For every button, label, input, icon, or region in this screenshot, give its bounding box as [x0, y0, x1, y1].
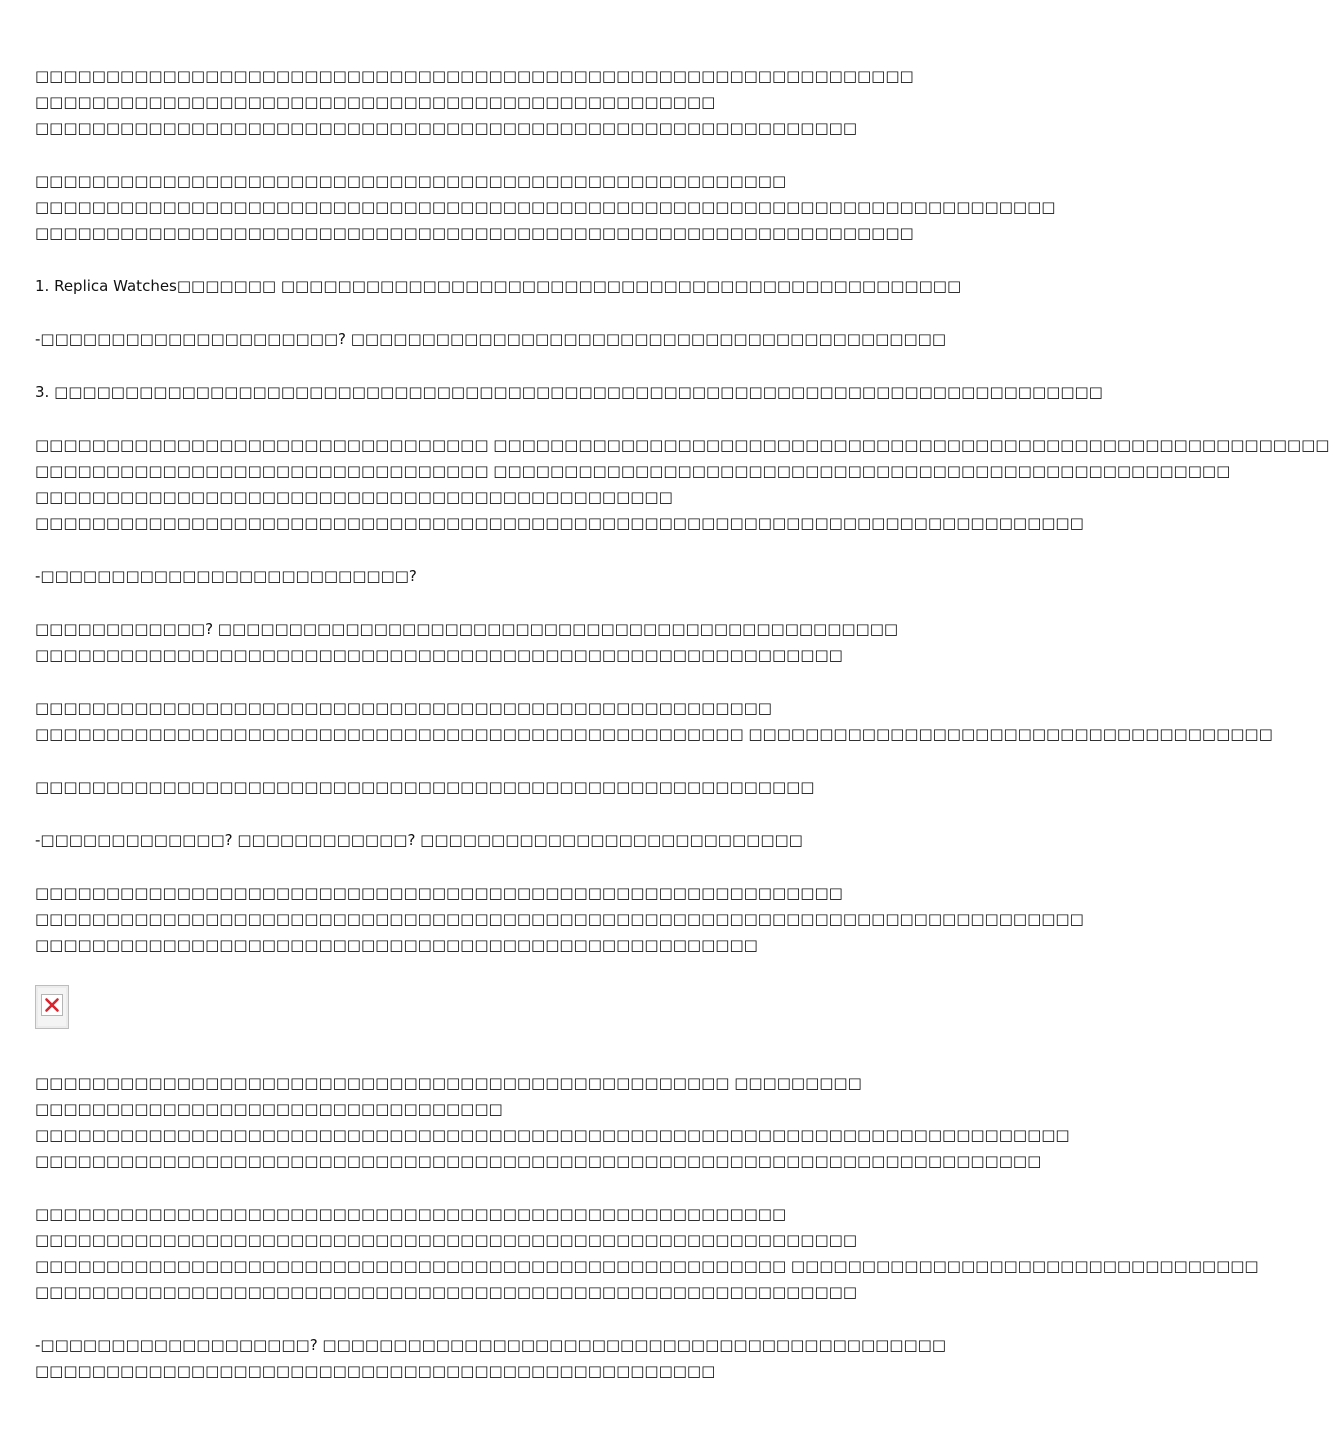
- paragraph: [35, 1201, 1259, 1305]
- text-line: □□□□□□□□□□□□□□□□□□□□□□□□□□□□□□□□□□□□□□□□□□□□□□□□□□□□□□□□□: [35, 646, 843, 664]
- text-line: □□□□□□□□□□□□□□□□□□□□□□□□□□□□□□□□□□□□□□□□□□□□□□□□□□□: [35, 936, 758, 954]
- text-line: □□□□□□□□□□□□□□□□□□□□□□□□□□□□□□□□□□□□□□□□□□□□□□□□□□□□□□□□□: [35, 884, 843, 902]
- text-line: □□□□□□□□□□□□□□□□□□□□□□□□□□□□□□□□□□□□□□□□□□□□□□□□□□□□□□□□□□□□□□□□□□□□□□□□□: [35, 1126, 1070, 1144]
- text-line: □□□□□□□□□□□□□□□□□□□□□□□□□□□□□□□□□□□□□□□□□□□□□□□□□□□□□□□: [35, 778, 815, 796]
- text-line: □□□□□□□□□□□□□□□□□□□□□□□□□□□□□□□□□□□□□□□□□□□□□□□□□□□□□□□□□□□□□□□□□□□□□□□□: [35, 198, 1056, 216]
- text-line: □□□□□□□□□□□□□□□□□□□□□□□□□□□□□□□□□□□□□□□□□□□□□□□□□□ □□□□□□□□□□□□□□□□□□□□□□□□□□□□□□□□□□□□□: [35, 725, 1273, 743]
- paragraph: [35, 432, 1329, 536]
- text-line: □□□□□□□□□□□□□□□□□□□□□□□□□□□□□□□□□□□□□□□□□□□□□□□□□□□□□: [35, 1205, 787, 1223]
- text-line: □□□□□□□□□□□□□□□□□□□□□□□□□□□□□□□□□□□□□□□□□□□□□□□□□□□□□□□□□□□□□□: [35, 224, 914, 242]
- text-line: □□□□□□□□□□□□□□□□□□□□□□□□□□□□□□□□□□□□□□□□□□□□□□□□: [35, 93, 716, 111]
- paragraph: [35, 1332, 1010, 1384]
- text-line: □□□□□□□□□□□□□□□□□□□□□□□□□□□□□□□□□□□□□□□□□□□□□□□□□□□□□□□□□□□□□□□□□□□□□□□□□□: [35, 514, 1084, 532]
- text-line: □□□□□□□□□□□□□□□□□□□□□□□□□□□□□□□□□□□□□□□□□□□□□□□□□□□□□□□□□□□□□□: [35, 67, 914, 85]
- text-line: -□□□□□□□□□□□□□□□□□□□□□? □□□□□□□□□□□□□□□□□□□□□□□□□□□□□□□□□□□□□□□□□□: [35, 330, 947, 348]
- text-line: □□□□□□□□□□□□□□□□□□□□□□□□□□□□□□□□□□□□□□□□□□□□□□□□□□□□□: [35, 172, 787, 190]
- paragraph: [35, 63, 1010, 141]
- image-placeholder: [35, 985, 1010, 1037]
- text-line: □□□□□□□□□□□□□□□□□□□□□□□□□□□□□□□□□□□□□□□□□□□□□□□□□□□□□ □□□□□□□□□□□□□□□□□□□□□□□□□□□□□□□□□: [35, 1257, 1259, 1275]
- paragraph: [35, 563, 1010, 589]
- text-line: □□□□□□□□□□□□□□□□□□□□□□□□□□□□□□□□□□□□□□□□□□□□□□□□□□□□□□□□□□: [35, 1283, 857, 1301]
- text-line: □□□□□□□□□□□□□□□□□□□□□□□□□□□□□□□□□□□□□□□□□□□□□□□□□□□□□□□□□□□□□□□□□□□□□□□□□□: [35, 910, 1084, 928]
- text-line: □□□□□□□□□□□□□□□□□□□□□□□□□□□□□□□□□□□□□□□□□□□□□□□□□□□□□□□□□□: [35, 1231, 857, 1249]
- text-line: □□□□□□□□□□□□? □□□□□□□□□□□□□□□□□□□□□□□□□□□□□□□□□□□□□□□□□□□□□□□□: [35, 620, 899, 638]
- paragraph: [35, 827, 1010, 853]
- paragraph: [35, 774, 1010, 800]
- paragraph: [35, 616, 1010, 668]
- paragraph: [35, 1070, 1070, 1174]
- paragraph: [35, 273, 1010, 299]
- text-line: □□□□□□□□□□□□□□□□□□□□□□□□□□□□□□□□□: [35, 1100, 503, 1118]
- text-line: 3. □□□□□□□□□□□□□□□□□□□□□□□□□□□□□□□□□□□□□□□□□□□□□□□□□□□□□□□□□□□□□□□□□□□□□□□□□□: [35, 383, 1103, 401]
- paragraph: [35, 168, 1056, 246]
- document-body: [35, 63, 1329, 1411]
- text-line: □□□□□□□□□□□□□□□□□□□□□□□□□□□□□□□□ □□□□□□□□□□□□□□□□□□□□□□□□□□□□□□□□□□□□□□□□□□□□□□□□□□□□: [35, 462, 1231, 480]
- paragraph: [35, 326, 1010, 352]
- text-line: □□□□□□□□□□□□□□□□□□□□□□□□□□□□□□□□□□□□□□□□□□□□□□□□: [35, 1362, 716, 1380]
- text-line: -□□□□□□□□□□□□□□□□□□□□□□□□□□?: [35, 567, 417, 585]
- text-line: -□□□□□□□□□□□□□□□□□□□? □□□□□□□□□□□□□□□□□□□□□□□□□□□□□□□□□□□□□□□□□□□□: [35, 1336, 947, 1354]
- text-line: □□□□□□□□□□□□□□□□□□□□□□□□□□□□□□□□□□□□□□□□□□□□□□□□□ □□□□□□□□□: [35, 1074, 862, 1092]
- broken-image-icon[interactable]: [35, 985, 69, 1029]
- text-section-after-image: [35, 1070, 1259, 1384]
- paragraph: [35, 880, 1084, 958]
- text-line: □□□□□□□□□□□□□□□□□□□□□□□□□□□□□□□□ □□□□□□□□□□□□□□□□□□□□□□□□□□□□□□□□□□□□□□□□□□□□□□□□□□□□□□□□□□□: [35, 436, 1329, 454]
- text-section-before-image: [35, 63, 1329, 958]
- text-line: □□□□□□□□□□□□□□□□□□□□□□□□□□□□□□□□□□□□□□□□□□□□□□□□□□□□: [35, 699, 772, 717]
- paragraph: [35, 695, 1273, 747]
- paragraph: [35, 379, 1103, 405]
- text-line: □□□□□□□□□□□□□□□□□□□□□□□□□□□□□□□□□□□□□□□□□□□□□□□□□□□□□□□□□□□□□□□□□□□□□□□: [35, 1152, 1042, 1170]
- text-line: □□□□□□□□□□□□□□□□□□□□□□□□□□□□□□□□□□□□□□□□□□□□□: [35, 488, 673, 506]
- text-line: 1. Replica Watches□□□□□□□ □□□□□□□□□□□□□□□□□□□□□□□□□□□□□□□□□□□□□□□□□□□□□□□□: [35, 277, 962, 295]
- text-line: □□□□□□□□□□□□□□□□□□□□□□□□□□□□□□□□□□□□□□□□□□□□□□□□□□□□□□□□□□: [35, 119, 857, 137]
- text-line: -□□□□□□□□□□□□□? □□□□□□□□□□□□? □□□□□□□□□□□□□□□□□□□□□□□□□□□: [35, 831, 803, 849]
- red-x-icon: [44, 997, 60, 1013]
